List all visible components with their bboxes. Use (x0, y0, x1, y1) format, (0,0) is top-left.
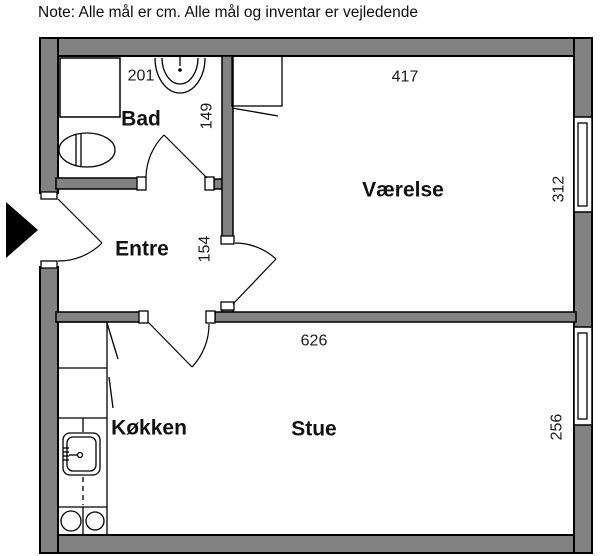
wall-left-upper (40, 38, 58, 193)
kitchen-counter (58, 322, 118, 535)
wall-bad-entre (56, 178, 140, 189)
plan-note: Note: Alle mål er cm. Alle mål og inventar er vejledende (38, 4, 418, 21)
dim-bad-height: 149 (198, 102, 216, 130)
window-stue (574, 327, 592, 425)
wall-right (574, 38, 592, 553)
toilet (59, 133, 115, 167)
dim-bad-width: 201 (127, 67, 155, 85)
window-vaerelse (574, 117, 592, 212)
shower-tray (60, 58, 120, 117)
room-label-koekken: Køkken (111, 416, 187, 440)
washbasin (155, 56, 205, 93)
dim-entre-height: 154 (196, 235, 214, 263)
room-label-bad: Bad (121, 107, 161, 131)
wall-left-lower (40, 267, 58, 553)
dim-stue-width: 626 (300, 332, 328, 350)
bad-door-swing (146, 135, 207, 178)
room-label-stue: Stue (291, 417, 337, 441)
entrance-arrow-icon (6, 202, 38, 258)
front-door-jamb-bottom (41, 261, 57, 268)
wall-top (40, 38, 592, 56)
wall-bottom (40, 535, 592, 553)
koekken-door-jamb-left (139, 311, 148, 323)
koekken-door-swing (148, 322, 209, 367)
front-door-swing (58, 199, 102, 261)
vaerelse-door-jamb-bottom (221, 302, 234, 310)
room-label-vaerelse: Værelse (362, 178, 444, 202)
bad-door-jamb-right (205, 177, 214, 190)
front-door-jamb-top (41, 192, 57, 199)
wardrobe (232, 56, 282, 116)
dim-vaerelse-width: 417 (391, 68, 419, 86)
koekken-door-jamb-right (206, 311, 215, 323)
bad-door-jamb-left (137, 177, 146, 190)
kitchen-sink (63, 433, 100, 475)
dim-stue-height: 256 (548, 413, 566, 441)
vaerelse-door-jamb-top (221, 236, 234, 244)
room-label-entre: Entre (115, 237, 169, 261)
vaerelse-door-swing (233, 243, 276, 304)
dim-vaerelse-height: 312 (550, 175, 568, 203)
wall-divider-right (215, 312, 576, 322)
wall-divider-left (56, 312, 142, 322)
